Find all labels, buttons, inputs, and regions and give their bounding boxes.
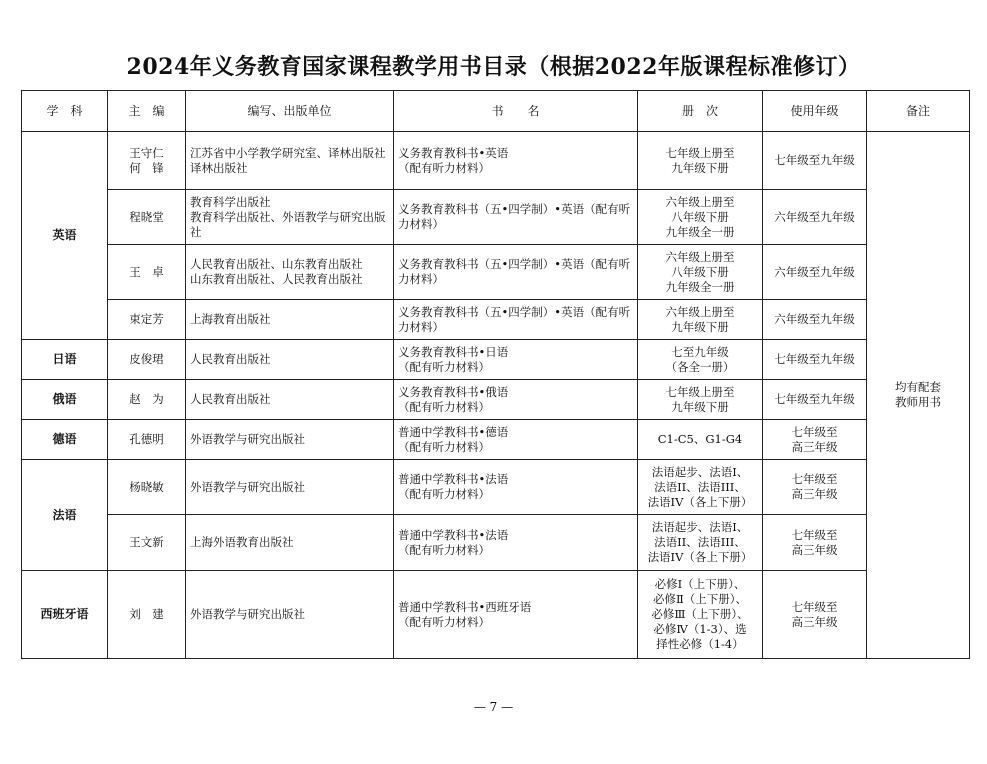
editor-cell: 杨晓敏 bbox=[108, 460, 186, 515]
volume-cell: 六年级上册至 八年级下册 九年级全一册 bbox=[638, 190, 763, 245]
publisher-cell: 人民教育出版社 bbox=[186, 340, 394, 380]
grade-cell: 六年级至九年级 bbox=[763, 190, 867, 245]
table-row bbox=[22, 515, 970, 571]
editor-cell: 王文新 bbox=[108, 515, 186, 571]
table-row bbox=[22, 340, 970, 380]
subject-german: 德语 bbox=[22, 420, 108, 460]
table-row bbox=[22, 380, 970, 420]
subject-english: 英语 bbox=[22, 132, 108, 340]
subject-japanese: 日语 bbox=[22, 340, 108, 380]
book-name-cell: 义务教育教科书•日语 （配有听力材料） bbox=[394, 340, 638, 380]
subject-russian: 俄语 bbox=[22, 380, 108, 420]
editor-cell: 孔德明 bbox=[108, 420, 186, 460]
book-name-cell: 义务教育教科书•英语 （配有听力材料） bbox=[394, 132, 638, 190]
book-name-cell: 普通中学教科书•法语 （配有听力材料） bbox=[394, 515, 638, 571]
publisher-cell: 外语教学与研究出版社 bbox=[186, 420, 394, 460]
publisher-cell: 人民教育出版社、山东教育出版社 山东教育出版社、人民教育出版社 bbox=[186, 245, 394, 300]
editor-cell: 皮俊珺 bbox=[108, 340, 186, 380]
table-row bbox=[22, 190, 970, 245]
volume-cell: 七年级上册至 九年级下册 bbox=[638, 132, 763, 190]
book-name-cell: 义务教育教科书（五•四学制）•英语（配有听力材料） bbox=[394, 245, 638, 300]
table-row bbox=[22, 300, 970, 340]
volume-cell: 六年级上册至 八年级下册 九年级全一册 bbox=[638, 245, 763, 300]
header-remark: 备注 bbox=[867, 91, 970, 132]
editor-cell: 王 卓 bbox=[108, 245, 186, 300]
grade-cell: 七年级至 高三年级 bbox=[763, 515, 867, 571]
table-row bbox=[22, 571, 970, 659]
remark-cell: 均有配套 教师用书 bbox=[867, 132, 970, 659]
header-subject: 学 科 bbox=[22, 91, 108, 132]
table-row bbox=[22, 460, 970, 515]
editor-cell: 程晓堂 bbox=[108, 190, 186, 245]
editor-cell: 束定芳 bbox=[108, 300, 186, 340]
publisher-cell: 外语教学与研究出版社 bbox=[186, 571, 394, 659]
table-row bbox=[22, 132, 970, 190]
publisher-cell: 江苏省中小学教学研究室、译林出版社 译林出版社 bbox=[186, 132, 394, 190]
header-grade: 使用年级 bbox=[763, 91, 867, 132]
grade-cell: 七年级至 高三年级 bbox=[763, 460, 867, 515]
header-book-name: 书 名 bbox=[394, 91, 638, 132]
publisher-cell: 上海外语教育出版社 bbox=[186, 515, 394, 571]
editor-cell: 王守仁 何 锋 bbox=[108, 132, 186, 190]
page-title: 2024年义务教育国家课程教学用书目录（根据2022年版课程标准修订） bbox=[126, 54, 861, 80]
grade-cell: 六年级至九年级 bbox=[763, 245, 867, 300]
subject-spanish: 西班牙语 bbox=[22, 571, 108, 659]
grade-cell: 七年级至九年级 bbox=[763, 132, 867, 190]
volume-cell: 七至九年级 （各全一册） bbox=[638, 340, 763, 380]
volume-cell: 法语起步、法语I、 法语II、法语III、 法语IV（各上下册） bbox=[638, 515, 763, 571]
volume-cell: 必修Ⅰ（上下册）、 必修Ⅱ（上下册）、 必修Ⅲ（上下册）、 必修Ⅳ（1-3）、选 择性必修（1-4） bbox=[638, 571, 763, 659]
header-volume: 册 次 bbox=[638, 91, 763, 132]
grade-cell: 七年级至 高三年级 bbox=[763, 571, 867, 659]
book-name-cell: 义务教育教科书（五•四学制）•英语（配有听力材料） bbox=[394, 300, 638, 340]
book-name-cell: 普通中学教科书•德语 （配有听力材料） bbox=[394, 420, 638, 460]
subject-french: 法语 bbox=[22, 460, 108, 571]
publisher-cell: 教育科学出版社 教育科学出版社、外语教学与研究出版社 bbox=[186, 190, 394, 245]
table-row bbox=[22, 245, 970, 300]
book-name-cell: 普通中学教科书•法语 （配有听力材料） bbox=[394, 460, 638, 515]
grade-cell: 六年级至九年级 bbox=[763, 300, 867, 340]
editor-cell: 刘 建 bbox=[108, 571, 186, 659]
volume-cell: 六年级上册至 九年级下册 bbox=[638, 300, 763, 340]
publisher-cell: 外语教学与研究出版社 bbox=[186, 460, 394, 515]
book-name-cell: 义务教育教科书•俄语 （配有听力材料） bbox=[394, 380, 638, 420]
volume-cell: 七年级上册至 九年级下册 bbox=[638, 380, 763, 420]
publisher-cell: 人民教育出版社 bbox=[186, 380, 394, 420]
grade-cell: 七年级至九年级 bbox=[763, 380, 867, 420]
table-header-row bbox=[22, 91, 970, 132]
grade-cell: 七年级至九年级 bbox=[763, 340, 867, 380]
grade-cell: 七年级至 高三年级 bbox=[763, 420, 867, 460]
editor-cell: 赵 为 bbox=[108, 380, 186, 420]
volume-cell: 法语起步、法语I、 法语II、法语III、 法语IV（各上下册） bbox=[638, 460, 763, 515]
page-number: — 7 — bbox=[473, 700, 514, 714]
header-editor: 主 编 bbox=[108, 91, 186, 132]
table-row bbox=[22, 420, 970, 460]
book-name-cell: 普通中学教科书•西班牙语 （配有听力材料） bbox=[394, 571, 638, 659]
volume-cell: C1-C5、G1-G4 bbox=[638, 420, 763, 460]
textbook-catalog-table bbox=[21, 90, 970, 659]
book-name-cell: 义务教育教科书（五•四学制）•英语（配有听力材料） bbox=[394, 190, 638, 245]
publisher-cell: 上海教育出版社 bbox=[186, 300, 394, 340]
header-publisher: 编写、出版单位 bbox=[186, 91, 394, 132]
